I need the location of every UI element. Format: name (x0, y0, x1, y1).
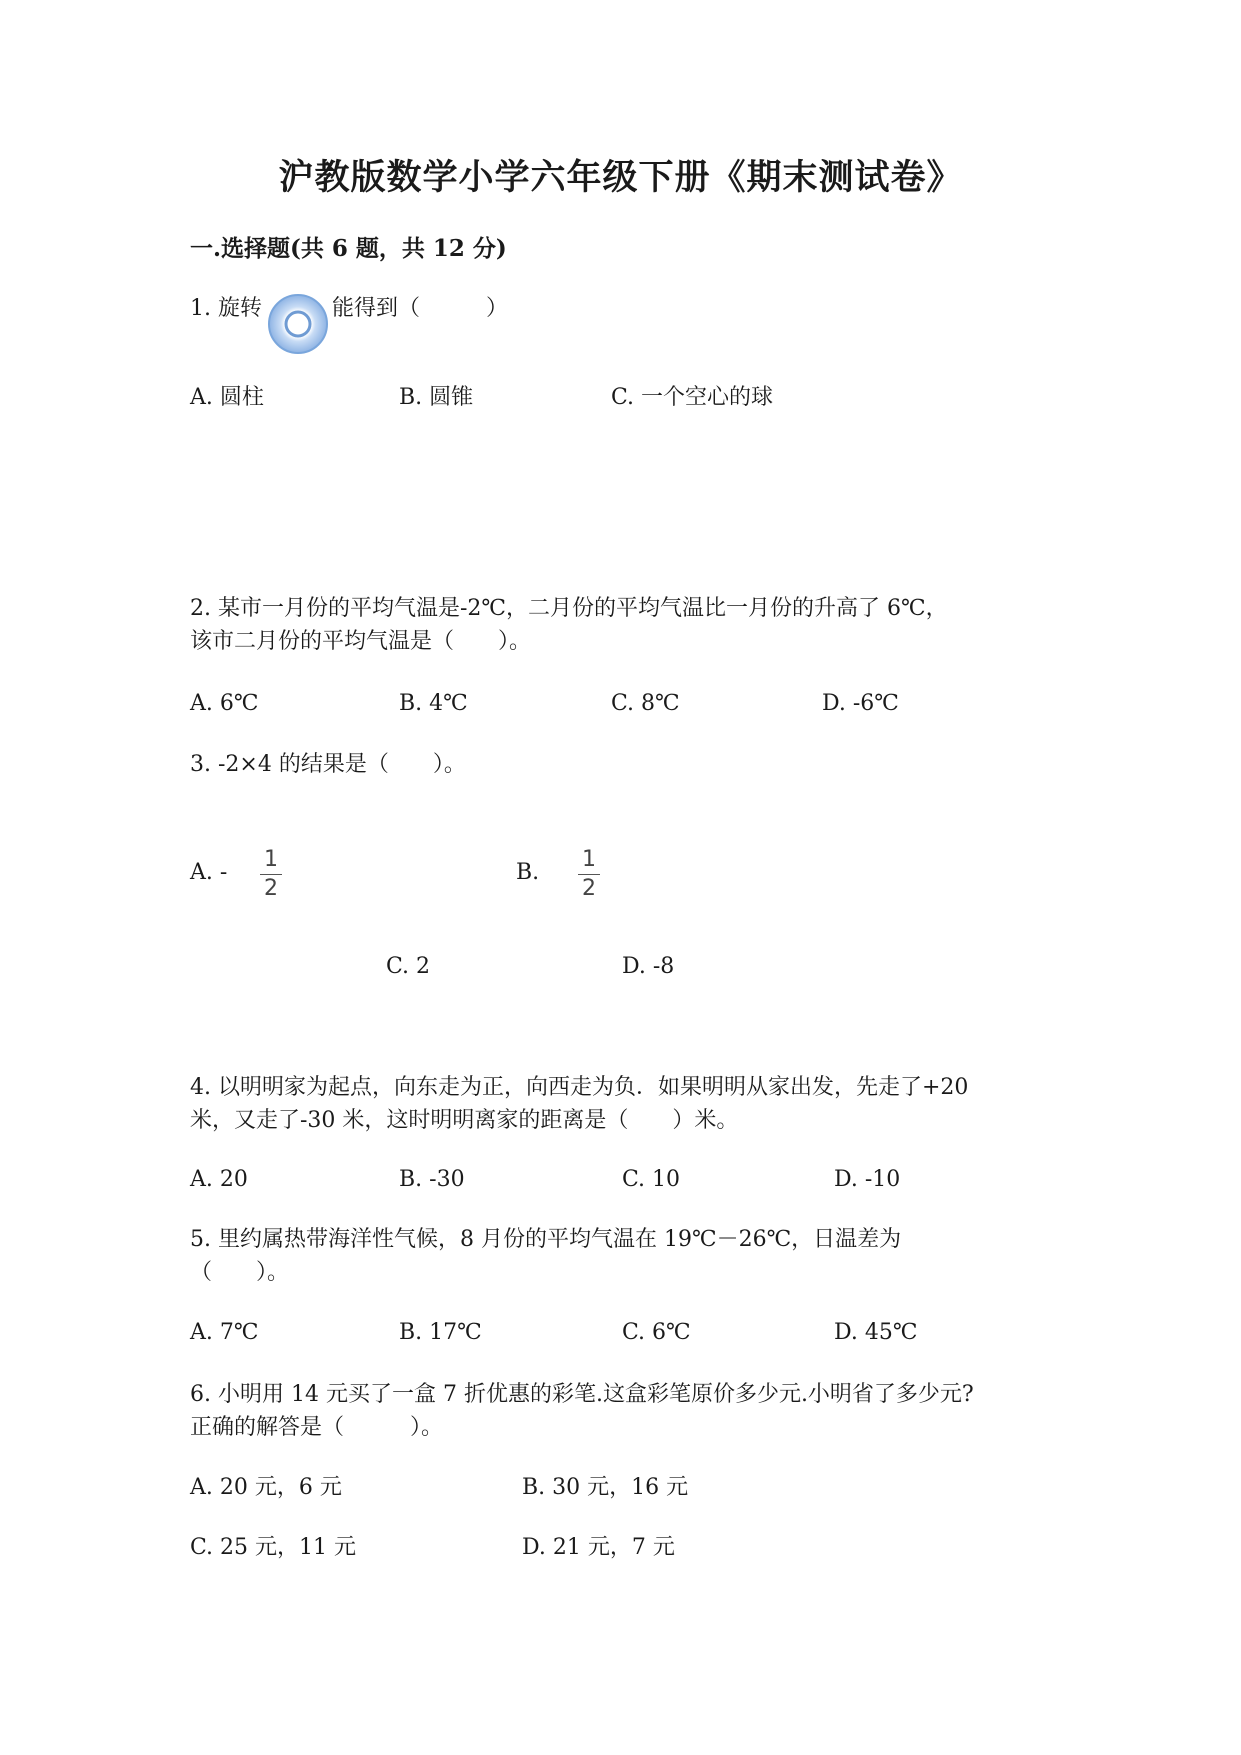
question-3-option-b-fraction (578, 848, 600, 901)
question-4-option-b[interactable]: B. -30 (399, 1167, 465, 1192)
question-4-stem-line1: 4. 以明明家为起点，向东走为正，向西走为负．如果明明从家出发，先走了+20 (190, 1075, 969, 1100)
question-2-option-c[interactable]: C. 8℃ (611, 691, 680, 716)
question-4-option-d[interactable]: D. -10 (834, 1167, 901, 1192)
ring-icon (267, 293, 329, 355)
question-3-option-c[interactable]: C. 2 (386, 954, 431, 979)
question-5-option-a[interactable]: A. 7℃ (190, 1320, 259, 1345)
fraction-numerator: 1 (264, 847, 278, 872)
fraction-bar (578, 874, 600, 875)
question-3-option-a-fraction (260, 848, 282, 901)
page-title: 沪教版数学小学六年级下册《期末测试卷》 (278, 157, 963, 198)
question-1-option-b[interactable]: B. 圆锥 (399, 385, 474, 410)
question-5-stem-line1: 5. 里约属热带海洋性气候，8 月份的平均气温在 19℃－26℃，日温差为 (190, 1227, 902, 1252)
question-5-option-b[interactable]: B. 17℃ (399, 1320, 482, 1345)
question-1-option-c[interactable]: C. 一个空心的球 (611, 385, 774, 410)
question-3-option-a-prefix: A. - (190, 860, 228, 885)
question-3-option-a[interactable] (190, 858, 227, 888)
question-1-stem (190, 292, 508, 325)
fraction-numerator: 1 (582, 847, 596, 872)
question-4-option-a[interactable]: A. 20 (190, 1167, 248, 1192)
question-5-option-d[interactable]: D. 45℃ (834, 1320, 918, 1345)
question-5-option-c[interactable]: C. 6℃ (622, 1320, 691, 1345)
question-6-option-d[interactable]: D. 21 元，7 元 (522, 1535, 675, 1560)
fraction-bar (260, 874, 282, 875)
question-5-stem-line2: （ ）。 (190, 1260, 290, 1285)
question-3-option-b-prefix: B. (516, 860, 540, 885)
question-2-option-b[interactable]: B. 4℃ (399, 691, 468, 716)
question-2-option-a[interactable]: A. 6℃ (190, 691, 259, 716)
question-6-option-c[interactable]: C. 25 元，11 元 (190, 1535, 357, 1560)
fraction-denominator: 2 (582, 876, 596, 901)
section-heading: 一.选择题(共 6 题，共 12 分) (190, 235, 507, 262)
question-3-stem: 3. -2×4 的结果是（ ）。 (190, 752, 466, 777)
question-6-stem-line1: 6. 小明用 14 元买了一盒 7 折优惠的彩笔.这盒彩笔原价多少元.小明省了多少元? (190, 1382, 974, 1407)
question-4-option-c[interactable]: C. 10 (622, 1167, 681, 1192)
question-6-option-b[interactable]: B. 30 元，16 元 (522, 1475, 689, 1500)
question-2-stem-line1: 2. 某市一月份的平均气温是-2℃，二月份的平均气温比一月份的升高了 6℃， (190, 596, 948, 621)
question-3-option-b[interactable] (516, 858, 539, 888)
question-4-stem-line2: 米，又走了-30 米，这时明明离家的距离是（ ）米。 (190, 1108, 739, 1133)
question-3-option-d[interactable]: D. -8 (622, 954, 675, 979)
question-2-stem-line2: 该市二月份的平均气温是（ ）。 (190, 629, 532, 654)
fraction-denominator: 2 (264, 876, 278, 901)
question-1-stem-after: 能得到（ ） (331, 296, 508, 321)
question-6-option-a[interactable]: A. 20 元，6 元 (190, 1475, 342, 1500)
question-6-stem-line2: 正确的解答是（ ）。 (190, 1415, 444, 1440)
question-2-option-d[interactable]: D. -6℃ (822, 691, 899, 716)
question-1-stem-before: 1. 旋转 (190, 296, 262, 321)
question-1-option-a[interactable]: A. 圆柱 (190, 385, 264, 410)
